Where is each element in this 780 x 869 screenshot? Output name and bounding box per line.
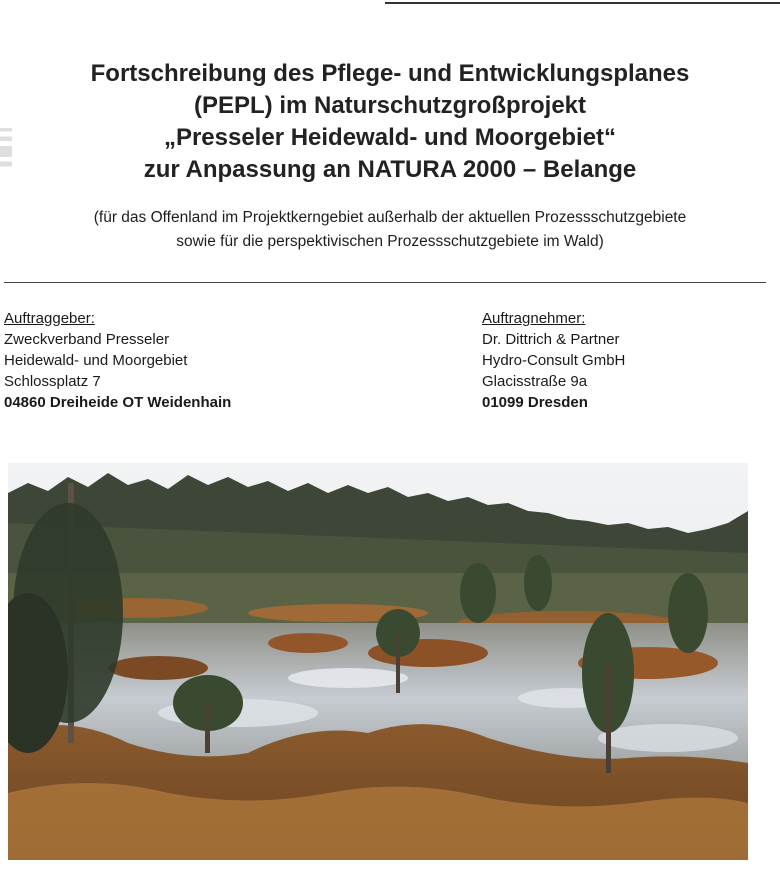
document-subtitle — [0, 206, 780, 254]
subtitle-line-2: sowie für die perspektivischen Prozessschutzgebiete im Wald) — [176, 233, 604, 250]
top-rule — [385, 2, 780, 4]
client-street: Schlossplatz 7 — [4, 373, 101, 390]
moor-landscape-photo — [8, 463, 748, 860]
title-line-3: „Presseler Heidewald- und Moorgebiet“ — [163, 124, 617, 151]
title-line-4: zur Anpassung an NATURA 2000 – Belange — [143, 156, 637, 183]
subtitle-line-1: (für das Offenland im Projektkerngebiet außerhalb der aktuellen Prozessschutzgebiete — [93, 209, 687, 226]
contractor-street: Glacisstraße 9a — [482, 373, 588, 390]
contractor-name-2: Hydro-Consult GmbH — [482, 352, 626, 369]
contractor-name-1: Dr. Dittrich & Partner — [482, 331, 620, 348]
section-divider — [4, 282, 766, 283]
document-title — [0, 58, 780, 186]
contractor-heading: Auftragnehmer: — [482, 310, 586, 327]
client-block — [4, 308, 324, 413]
title-line-1: Fortschreibung des Pflege- und Entwicklungsplanes — [90, 60, 690, 87]
contractor-city: 01099 Dresden — [482, 394, 588, 411]
moor-landscape-illustration — [8, 463, 748, 860]
client-name-1: Zweckverband Presseler — [4, 331, 170, 348]
contractor-block — [482, 308, 772, 413]
client-heading: Auftraggeber: — [4, 310, 95, 327]
client-name-2: Heidewald- und Moorgebiet — [4, 352, 188, 369]
title-line-2: (PEPL) im Naturschutzgroßprojekt — [193, 92, 587, 119]
client-city: 04860 Dreiheide OT Weidenhain — [4, 394, 232, 411]
